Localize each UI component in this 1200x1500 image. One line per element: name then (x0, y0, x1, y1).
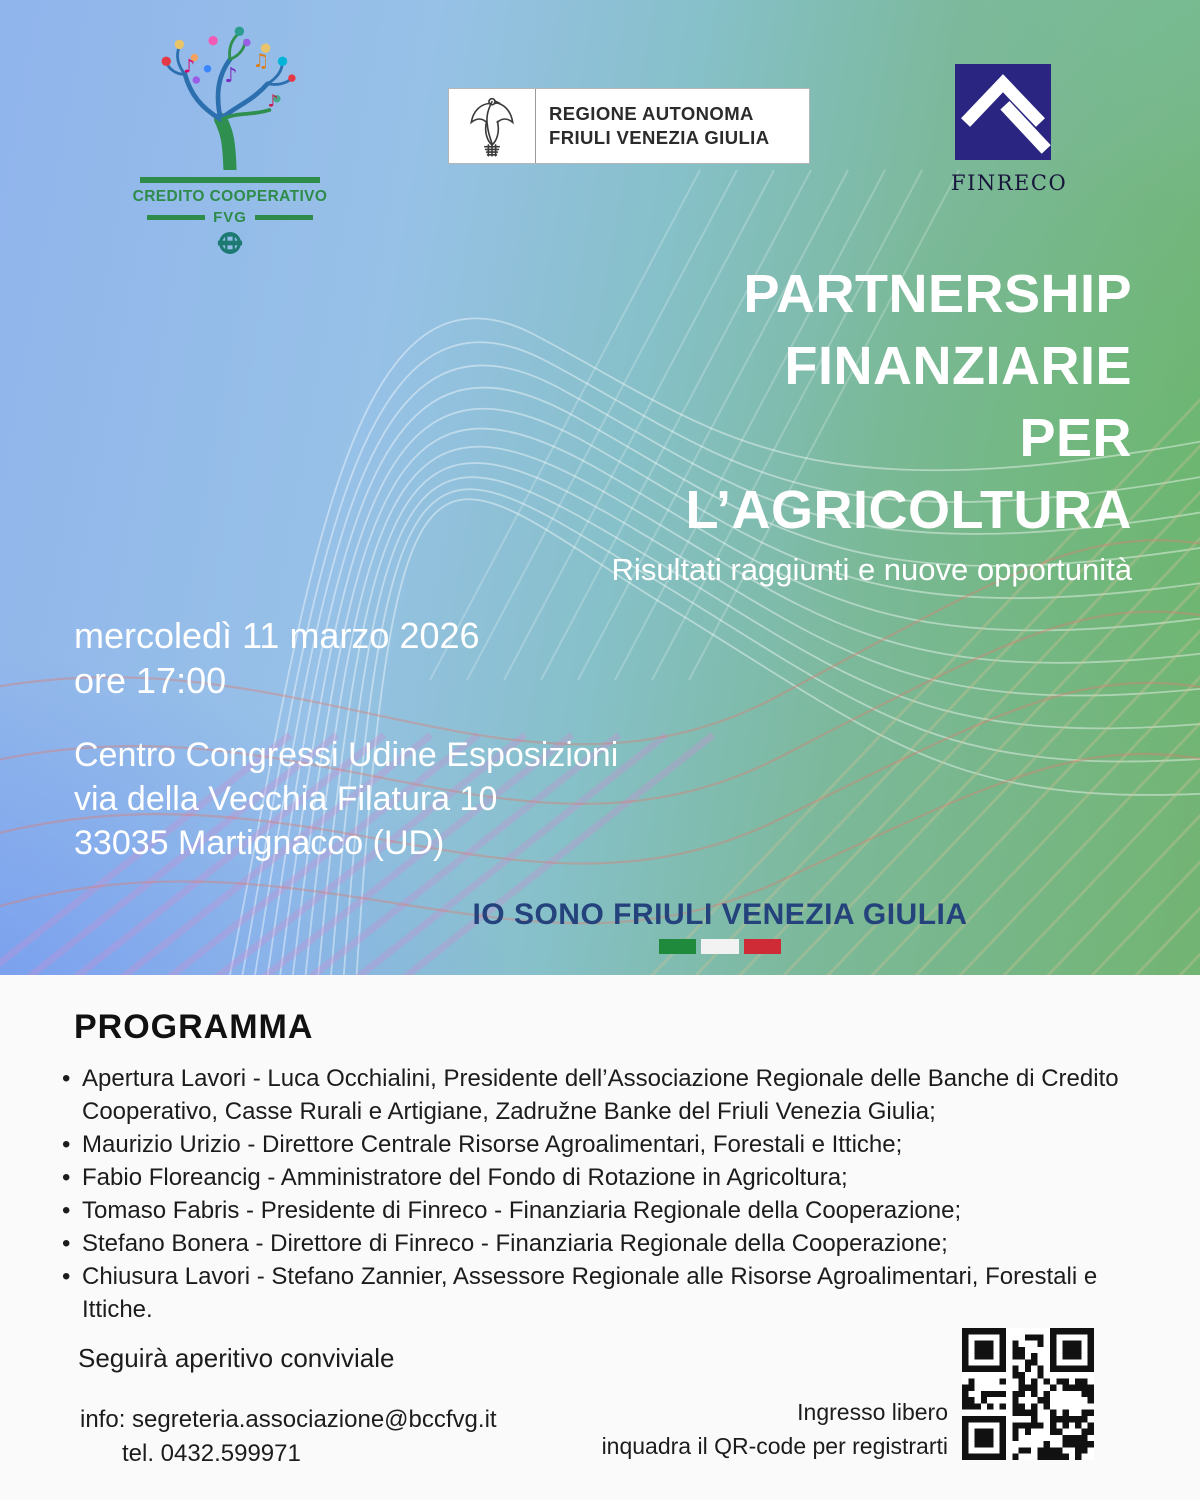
event-title (686, 258, 1132, 546)
venue-street: via della Vecchia Filatura 10 (74, 780, 498, 818)
svg-text:♫: ♫ (252, 50, 270, 72)
contact-email: info: segreteria.associazione@bccfvg.it (80, 1406, 497, 1433)
finreco-icon (955, 64, 1051, 160)
svg-text:♪: ♪ (183, 56, 196, 78)
venue-city: 33035 Martignacco (UD) (74, 824, 445, 862)
bcc-logo-fvg: FVG (128, 209, 332, 226)
music-tree-icon (128, 20, 332, 170)
bcc-fvg-logo (128, 20, 332, 262)
program-item: • Stefano Bonera - Direttore di Finreco - Finanziaria Regionale della Cooperazione; (58, 1227, 1130, 1260)
program-list (58, 1062, 1130, 1326)
svg-text:♪: ♪ (224, 62, 238, 87)
event-date: mercoledì 11 marzo 2026 (74, 615, 480, 656)
region-logo-text (536, 89, 809, 163)
title-line: L’AGRICOLTURA (685, 480, 1132, 540)
entry-free: Ingresso libero (797, 1399, 948, 1425)
program-item: • Apertura Lavori - Luca Occhialini, Presidente dell’Associazione Regionale delle Banche di Credito Cooperativo, Casse Rurali e Artigiane, Zadružne Banke del Friuli Venezia Giulia; (58, 1062, 1130, 1128)
region-logo-line2: FRIULI VENEZIA GIULIA (549, 127, 770, 148)
entry-qr-hint: inquadra il QR-code per registrarti (601, 1433, 948, 1459)
title-line: PER (1019, 408, 1132, 468)
finreco-logo-label: FINRECO (951, 171, 1068, 195)
eagle-cell (449, 89, 536, 163)
program-section (0, 975, 1200, 1500)
region-claim-text: IO SONO FRIULI VENEZIA GIULIA (472, 898, 968, 931)
qr-code (962, 1328, 1094, 1460)
program-item: • Chiusura Lavori - Stefano Zannier, Assessore Regionale alle Risorse Agroalimentari, Forestali e Ittiche. (58, 1260, 1130, 1326)
region-logo (448, 88, 810, 164)
italian-flag-icon (659, 939, 781, 954)
region-claim (380, 898, 1060, 954)
program-item: • Fabio Floreancig - Amministratore del Fondo di Rotazione in Agricoltura; (58, 1161, 1130, 1194)
bcc-emblem-icon (216, 229, 244, 257)
svg-text:♪: ♪ (267, 90, 279, 111)
event-time: ore 17:00 (74, 660, 227, 701)
finreco-logo (951, 64, 1068, 195)
contact-phone: tel. 0432.599971 (122, 1440, 301, 1467)
entry-note (528, 1395, 948, 1463)
title-line: FINANZIARIE (784, 336, 1132, 396)
program-heading: PROGRAMMA (74, 1008, 314, 1046)
bcc-logo-name: CREDITO COOPERATIVO (132, 188, 328, 205)
region-logo-line1: REGIONE AUTONOMA (549, 103, 754, 124)
bcc-logo-rule (140, 177, 320, 183)
event-datetime (74, 613, 480, 703)
contact-info (80, 1403, 497, 1471)
title-line: PARTNERSHIP (743, 264, 1132, 324)
event-subtitle: Risultati raggiunti e nuove opportunità (611, 552, 1132, 587)
program-item: • Tomaso Fabris - Presidente di Finreco - Finanziaria Regionale della Cooperazione; (58, 1194, 1130, 1227)
venue-name: Centro Congressi Udine Esposizioni (74, 736, 619, 774)
event-venue (74, 733, 618, 865)
eagle-icon (465, 94, 519, 158)
program-item: • Maurizio Urizio - Direttore Centrale Risorse Agroalimentari, Forestali e Ittiche; (58, 1128, 1130, 1161)
aperitivo-note: Seguirà aperitivo conviviale (78, 1343, 395, 1373)
